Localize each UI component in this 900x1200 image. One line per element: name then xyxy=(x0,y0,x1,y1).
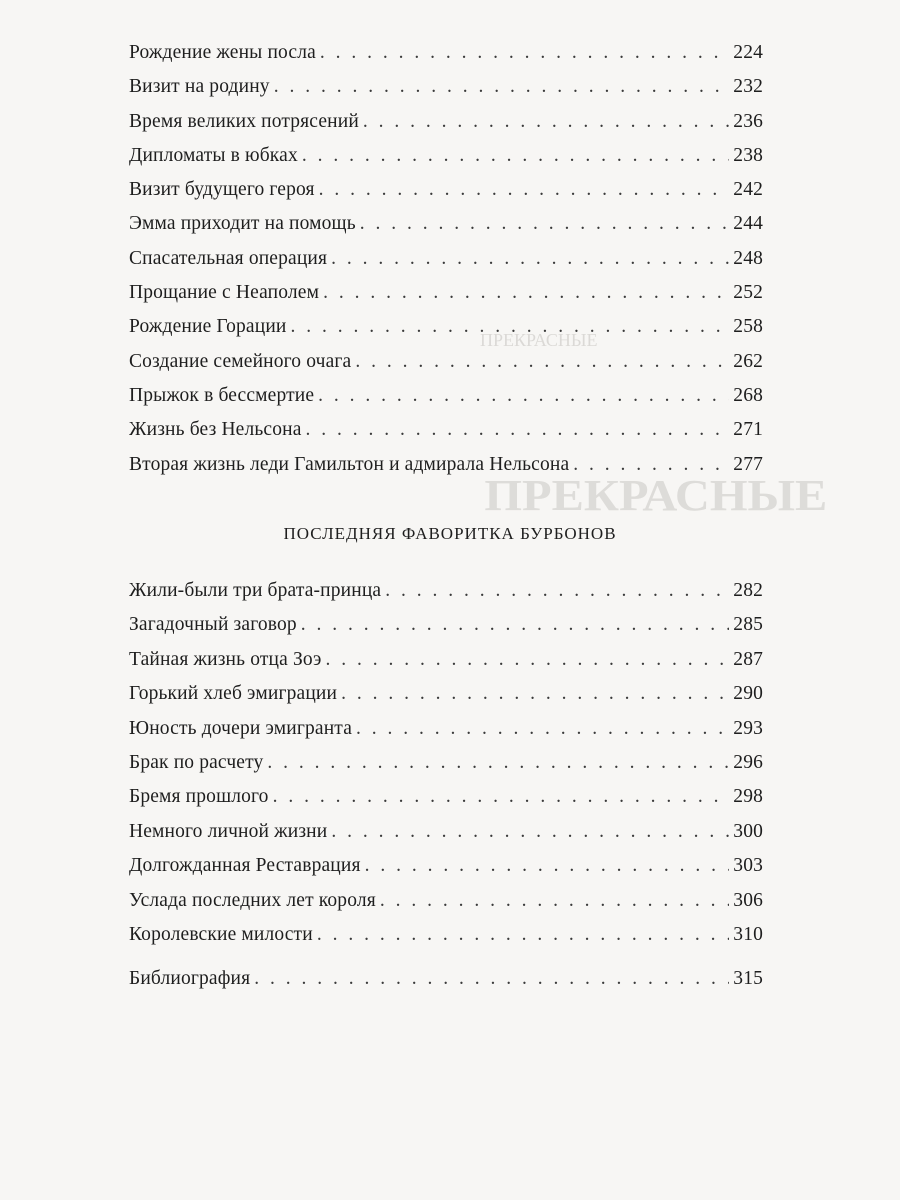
toc-entry[interactable] xyxy=(129,282,763,316)
entry-title: Прыжок в бессмертие xyxy=(129,384,315,406)
entry-page-number: 296 xyxy=(733,751,763,773)
toc-list-part-1 xyxy=(129,42,763,488)
entry-title: Библиография xyxy=(129,968,251,989)
dot-leader xyxy=(341,683,729,705)
toc-entry[interactable] xyxy=(129,111,763,145)
toc-entry[interactable] xyxy=(129,351,763,385)
entry-title: Тайная жизнь отца Зоэ xyxy=(129,648,322,670)
toc-entry[interactable] xyxy=(129,213,763,247)
entry-page-number: 252 xyxy=(733,282,763,304)
entry-page-number: 285 xyxy=(733,614,763,636)
toc-entry[interactable] xyxy=(129,76,763,110)
dot-leader xyxy=(317,924,729,946)
toc-entry[interactable] xyxy=(129,752,763,786)
toc-entry[interactable] xyxy=(129,42,763,76)
entry-page-number: 293 xyxy=(733,717,763,739)
entry-page-number: 242 xyxy=(733,179,763,201)
toc-entry[interactable] xyxy=(129,649,763,683)
dot-leader xyxy=(291,316,730,338)
toc-list-part-2 xyxy=(129,580,763,958)
toc-entry[interactable] xyxy=(129,890,763,924)
entry-page-number: 300 xyxy=(733,820,763,842)
dot-leader xyxy=(267,752,729,774)
dot-leader xyxy=(254,968,729,990)
entry-page-number: 290 xyxy=(733,683,763,705)
entry-page-number: 238 xyxy=(733,144,763,166)
dot-leader xyxy=(365,855,730,877)
entry-title: Спасательная операция xyxy=(129,247,328,269)
entry-title: Дипломаты в юбках xyxy=(129,144,298,166)
dot-leader xyxy=(323,282,729,304)
toc-entry[interactable] xyxy=(129,821,763,855)
entry-title: Визит будущего героя xyxy=(129,179,315,201)
toc-entry[interactable] xyxy=(129,580,763,614)
dot-leader xyxy=(573,454,729,476)
dot-leader xyxy=(320,42,729,64)
dot-leader xyxy=(273,786,730,808)
entry-title: Вторая жизнь леди Гамильтон и адмирала Нельсона xyxy=(129,453,570,475)
entry-title: Рождение жены посла xyxy=(129,42,316,63)
dot-leader xyxy=(301,614,730,636)
entry-title: Время великих потрясений xyxy=(129,110,359,132)
bleed-through-text: ПРЕКРАСНЫЕ xyxy=(480,330,598,350)
entry-title: Юность дочери эмигранта xyxy=(129,717,353,739)
entry-title: Услада последних лет короля xyxy=(129,889,376,911)
dot-leader xyxy=(380,890,729,912)
toc-list-bibliography xyxy=(129,968,763,1002)
entry-page-number: 315 xyxy=(733,968,763,989)
entry-title: Создание семейного очага xyxy=(129,350,352,372)
entry-title: Прощание с Неаполем xyxy=(129,282,320,304)
entry-title: Долгожданная Реставрация xyxy=(129,855,361,877)
dot-leader xyxy=(306,419,730,441)
entry-page-number: 224 xyxy=(733,42,763,63)
dot-leader xyxy=(274,76,730,98)
entry-title: Жизнь без Нельсона xyxy=(129,419,302,441)
dot-leader xyxy=(363,111,729,133)
entry-page-number: 248 xyxy=(733,247,763,269)
entry-title: Бремя прошлого xyxy=(129,786,269,808)
dot-leader xyxy=(326,649,730,671)
dot-leader xyxy=(331,248,729,270)
entry-page-number: 298 xyxy=(733,786,763,808)
entry-page-number: 232 xyxy=(733,76,763,98)
dot-leader xyxy=(318,385,729,407)
dot-leader xyxy=(356,718,729,740)
toc-entry[interactable] xyxy=(129,718,763,752)
entry-page-number: 262 xyxy=(733,350,763,372)
toc-entry[interactable] xyxy=(129,179,763,213)
toc-entry[interactable] xyxy=(129,924,763,958)
dot-leader xyxy=(360,213,730,235)
entry-title: Эмма приходит на помощь xyxy=(129,213,356,235)
entry-title: Горький хлеб эмиграции xyxy=(129,683,338,705)
bleed-through-text: ПРЕКРАСНЫЕ xyxy=(484,471,828,520)
entry-page-number: 277 xyxy=(733,453,763,475)
entry-page-number: 303 xyxy=(733,855,763,877)
entry-page-number: 287 xyxy=(733,648,763,670)
entry-page-number: 282 xyxy=(733,580,763,601)
toc-entry[interactable] xyxy=(129,614,763,648)
toc-entry[interactable] xyxy=(129,145,763,179)
dot-leader xyxy=(331,821,729,843)
entry-page-number: 268 xyxy=(733,384,763,406)
entry-title: Визит на родину xyxy=(129,76,270,98)
dot-leader xyxy=(355,351,729,373)
entry-page-number: 310 xyxy=(733,923,763,945)
dot-leader xyxy=(385,580,729,602)
dot-leader xyxy=(319,179,730,201)
toc-entry-bibliography[interactable] xyxy=(129,968,763,1002)
entry-title: Королевские милости xyxy=(129,923,313,945)
toc-entry[interactable] xyxy=(129,316,763,350)
toc-entry[interactable] xyxy=(129,454,763,488)
section-heading: ПОСЛЕДНЯЯ ФАВОРИТКА БУРБОНОВ xyxy=(283,524,617,543)
entry-page-number: 271 xyxy=(733,419,763,441)
entry-title: Брак по расчету xyxy=(129,751,264,773)
toc-entry[interactable] xyxy=(129,248,763,282)
toc-entry[interactable] xyxy=(129,855,763,889)
entry-title: Рождение Горации xyxy=(129,316,287,338)
toc-entry[interactable] xyxy=(129,786,763,820)
entry-page-number: 236 xyxy=(733,110,763,132)
entry-page-number: 244 xyxy=(733,213,763,235)
toc-entry[interactable] xyxy=(129,683,763,717)
toc-entry[interactable] xyxy=(129,385,763,419)
entry-page-number: 258 xyxy=(733,316,763,338)
toc-entry[interactable] xyxy=(129,419,763,453)
entry-title: Немного личной жизни xyxy=(129,820,328,842)
entry-title: Жили-были три брата-принца xyxy=(129,580,382,601)
entry-title: Загадочный заговор xyxy=(129,614,297,636)
entry-page-number: 306 xyxy=(733,889,763,911)
dot-leader xyxy=(302,145,729,167)
